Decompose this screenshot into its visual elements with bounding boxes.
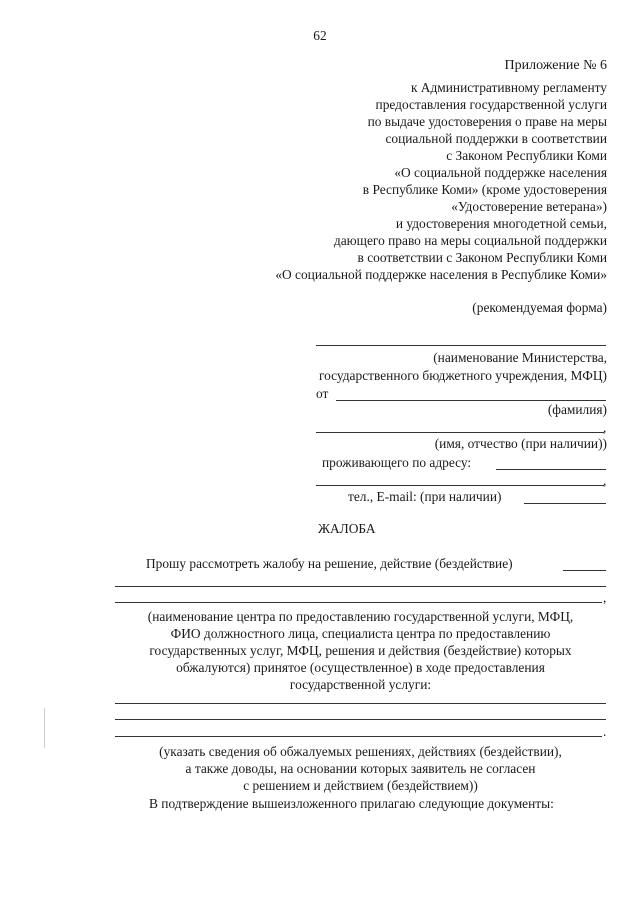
appendix-line-11: дающего право на меры социальной поддержки (333, 233, 607, 248)
decision-caption-2: а также доводы, на основании которых заявитель не согласен (185, 761, 536, 776)
services-period: . (603, 724, 607, 739)
appendix-line-9: «Удостоверение ветерана») (451, 199, 607, 214)
appendix-line-1: Приложение № 6 (504, 58, 607, 73)
phone-label: тел., E-mail: (при наличии) (348, 489, 502, 504)
center-caption-2: ФИО должностного лица, специалиста центра по предоставлению (170, 626, 551, 641)
address-line-1[interactable] (496, 469, 606, 470)
appendix-line-5: социальной поддержки в соответствии (385, 131, 607, 146)
appendix-line-4: по выдаче удостоверения о праве на меры (367, 114, 607, 129)
address-line-2[interactable] (316, 485, 604, 486)
appendix-line-7: «О социальной поддержке населения (394, 165, 607, 180)
appendix-line-6: с Законом Республики Коми (446, 148, 607, 163)
complaint-line-2[interactable] (115, 602, 602, 603)
appendix-line-12: в соответствии с Законом Республики Коми (357, 250, 607, 265)
comma-1: , (603, 420, 607, 435)
request-line: Прошу рассмотреть жалобу на решение, действие (бездействие) (146, 556, 513, 571)
center-caption-3: государственных услуг, МФЦ, решения и действия (бездействие) которых (149, 643, 572, 658)
comma-2: , (603, 473, 607, 488)
decision-caption-3: с решением и действием (бездействием)) (243, 778, 478, 793)
center-caption-5: государственной услуги: (289, 677, 432, 692)
center-caption-4: обжалуются) принятое (осуществленное) в ходе предоставления (176, 660, 545, 675)
appendix-line-13: «О социальной поддержке населения в Республике Коми» (275, 267, 607, 282)
surname-caption: (фамилия) (547, 402, 607, 417)
ministry-caption-2: государственного бюджетного учреждения, МФЦ) (318, 368, 607, 383)
request-line-blank[interactable] (563, 570, 606, 571)
from-label: от (316, 386, 329, 401)
document-title: ЖАЛОБА (318, 521, 376, 536)
phone-line[interactable] (524, 503, 606, 504)
ministry-name-line[interactable] (316, 345, 606, 346)
services-line-2[interactable] (115, 719, 606, 720)
services-line-1[interactable] (115, 703, 606, 704)
complaint-line-1[interactable] (115, 586, 606, 587)
page-number: 62 (313, 28, 327, 43)
name-caption: (имя, отчество (при наличии)) (434, 436, 607, 451)
center-caption-1: (наименование центра по предоставлению государственной услуги, МФЦ, (147, 609, 574, 624)
appendix-line-8: в Республике Коми» (кроме удостоверения (362, 182, 607, 197)
address-label: проживающего по адресу: (322, 455, 472, 470)
name-line[interactable] (316, 432, 604, 433)
appendix-line-2: к Административному регламенту (410, 80, 607, 95)
decision-caption-1: (указать сведения об обжалуемых решениях, действиях (бездействии), (159, 744, 562, 759)
from-line[interactable] (336, 400, 606, 401)
complaint-comma: , (603, 590, 607, 605)
form-type-note: (рекомендуемая форма) (472, 300, 607, 315)
scan-mark (44, 708, 45, 748)
ministry-caption-1: (наименование Министерства, (433, 350, 607, 365)
appendix-line-3: предоставления государственной услуги (375, 97, 607, 112)
attachments-line: В подтверждение вышеизложенного прилагаю следующие документы: (149, 796, 554, 811)
services-line-3[interactable] (115, 736, 602, 737)
appendix-line-10: и удостоверения многодетной семьи, (395, 216, 607, 231)
